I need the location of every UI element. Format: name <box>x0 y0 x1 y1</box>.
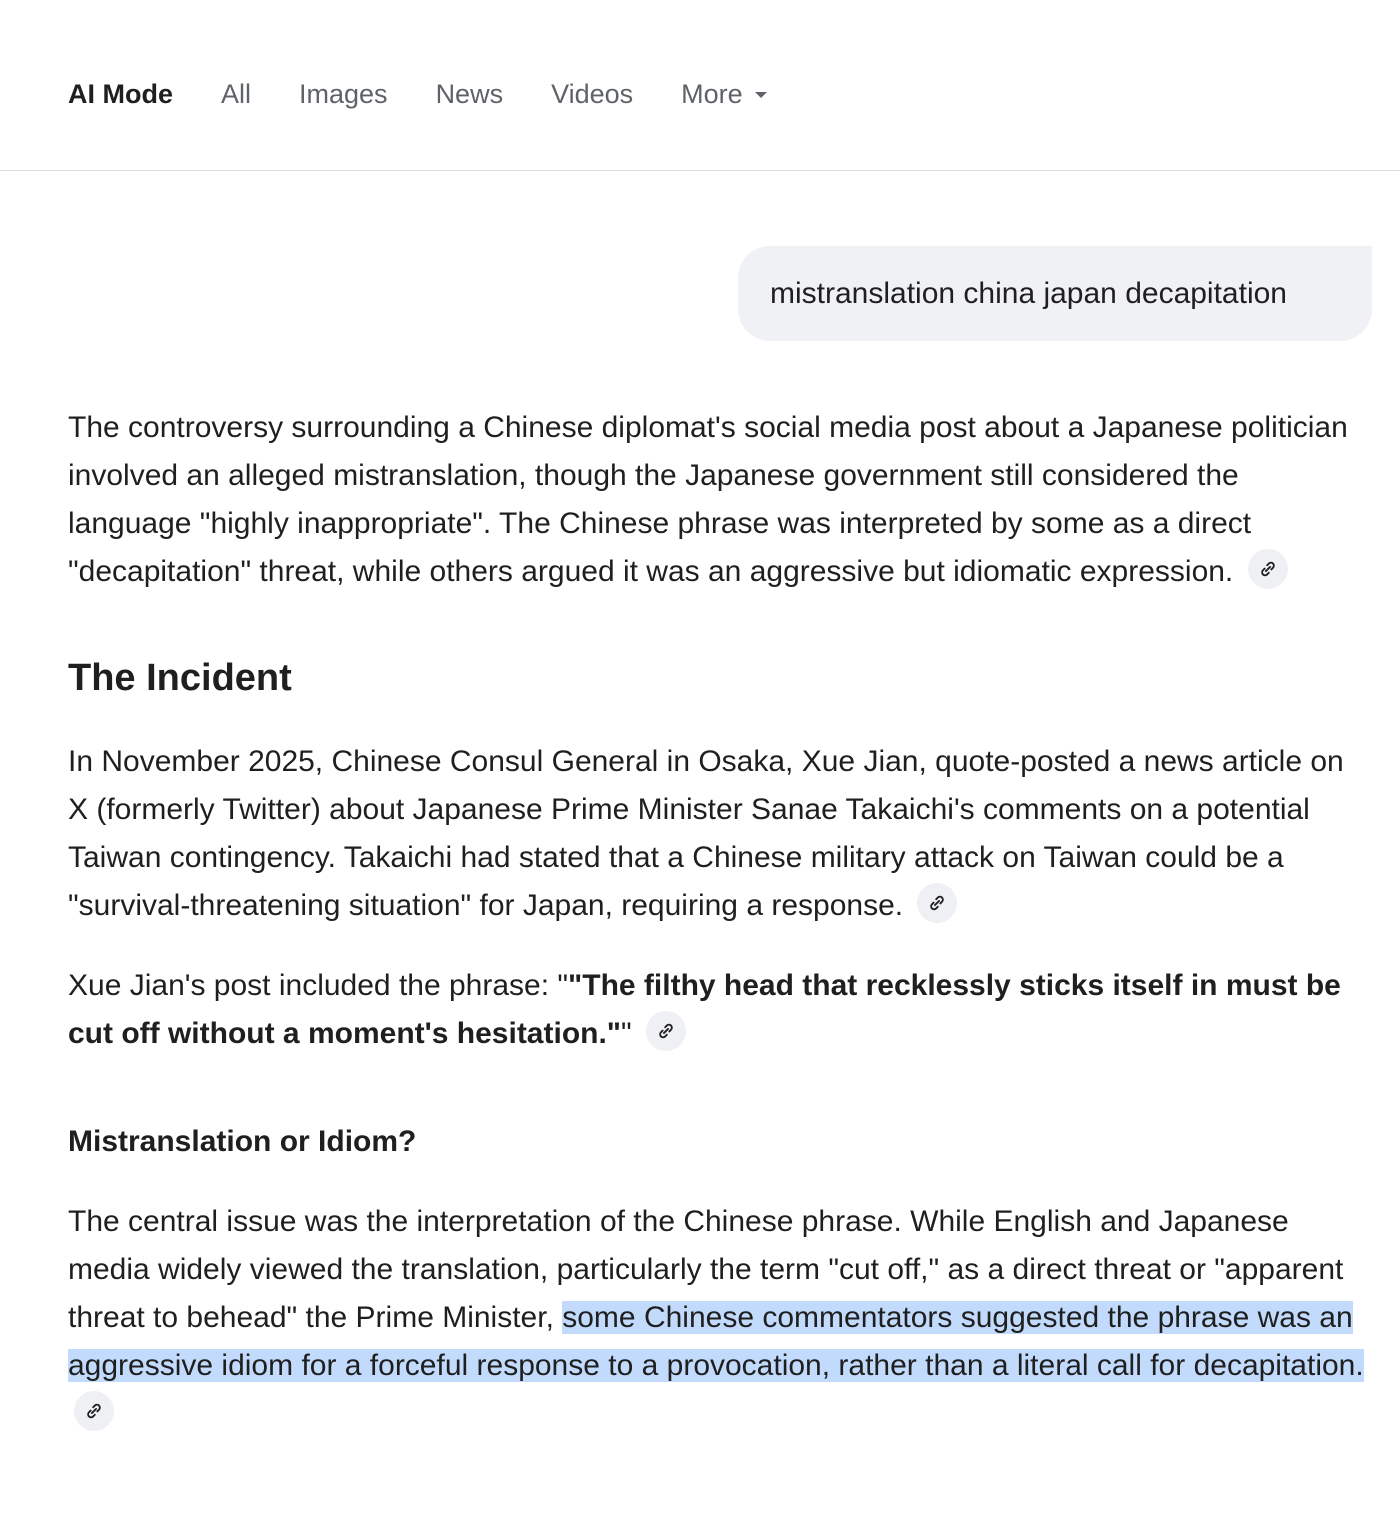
link-icon <box>84 1401 104 1421</box>
user-query-bubble: mistranslation china japan decapitation <box>738 246 1372 341</box>
incident-text: In November 2025, Chinese Consul General in Osaka, Xue Jian, quote-posted a news article on X (formerly Twitter) about Japanese Prime Minister Sanae Takaichi's comments on a potential Taiwan contingency. Takaichi had stated that a Chinese military attack on Taiwan could be a "survival-threatening situation" for Japan, requiring a response. <box>68 745 1344 922</box>
source-link-button[interactable] <box>646 1011 686 1051</box>
mistranslation-paragraph <box>68 1198 1368 1438</box>
source-link-button[interactable] <box>74 1391 114 1431</box>
quote-suffix: " <box>621 1017 632 1050</box>
subheading-mistranslation: Mistranslation or Idiom? <box>68 1125 417 1158</box>
quote-prefix: Xue Jian's post included the phrase: " <box>68 969 569 1002</box>
incident-paragraph <box>68 738 1368 930</box>
ai-answer <box>68 404 1368 1438</box>
tab-ai-mode[interactable]: AI Mode <box>68 79 173 109</box>
tab-videos[interactable]: Videos <box>551 79 634 109</box>
tab-news[interactable]: News <box>435 79 504 109</box>
highlighted-selection: some Chinese commentators suggested the phrase was an aggressive idiom for a forceful response to a provocation, rather than a literal call for decapitation. <box>68 1301 1364 1382</box>
answer-intro-text: The controversy surrounding a Chinese diplomat's social media post about a Japanese politician involved an alleged mistranslation, though the Japanese government still considered the language "highly inappropriate". The Chinese phrase was interpreted by some as a direct "decapitation" threat, while others argued it was an aggressive but idiomatic expression. <box>68 411 1348 588</box>
caret-down-icon <box>755 92 767 98</box>
tab-more-label: More <box>681 79 743 109</box>
search-tabs <box>68 76 815 112</box>
source-link-button[interactable] <box>1248 549 1288 589</box>
tab-all[interactable]: All <box>221 79 252 109</box>
quote-paragraph <box>68 962 1368 1058</box>
top-navigation-bar <box>0 0 1400 171</box>
source-link-button[interactable] <box>917 883 957 923</box>
answer-intro-paragraph <box>68 404 1368 596</box>
tab-more[interactable] <box>681 76 767 112</box>
quote-text: "The filthy head that recklessly sticks itself in must be cut off without a moment's hesitation." <box>68 969 1341 1050</box>
section-heading-incident: The Incident <box>68 657 292 699</box>
tab-images[interactable]: Images <box>299 79 388 109</box>
mistranslation-text: The central issue was the interpretation of the Chinese phrase. While English and Japanese media widely viewed the translation, particularly the term "cut off," as a direct threat or "apparent threat to behead" the Prime Minister, <box>68 1205 1344 1334</box>
link-icon <box>1258 559 1278 579</box>
link-icon <box>927 893 947 913</box>
link-icon <box>656 1021 676 1041</box>
